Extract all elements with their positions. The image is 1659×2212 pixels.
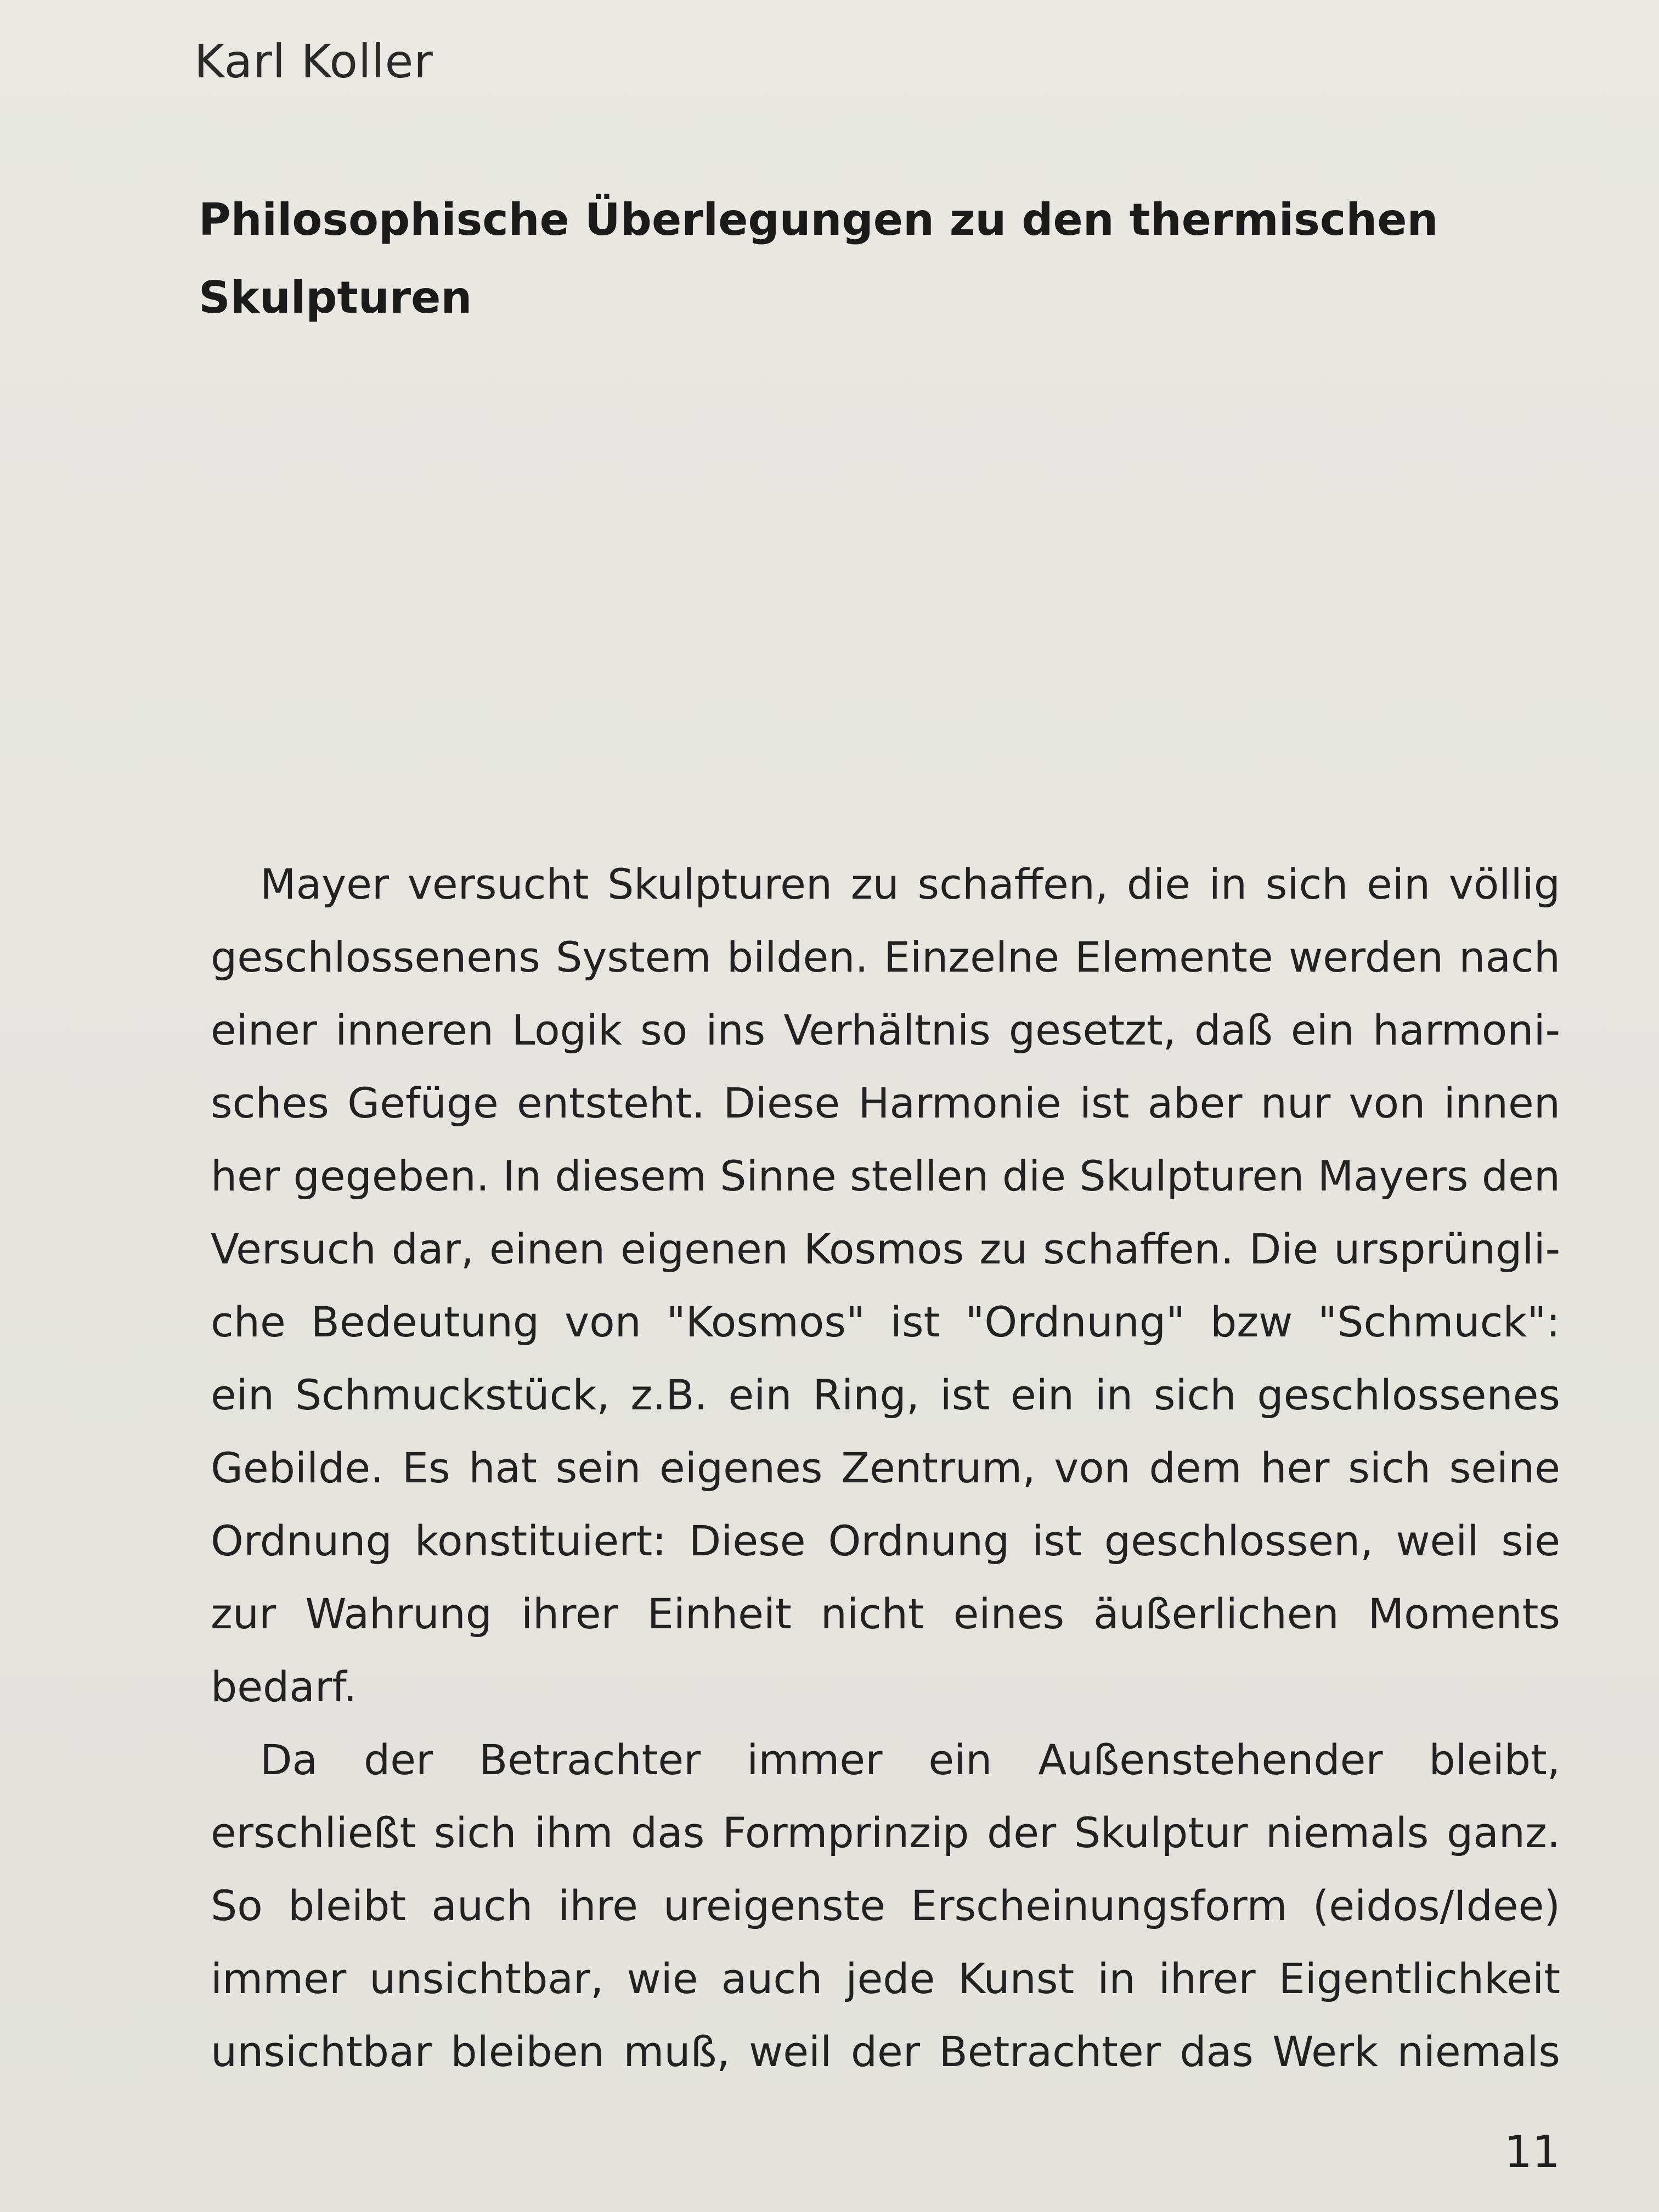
text-line: sches Gefüge entsteht. Diese Harmonie ist aber nur von innen (211, 1079, 1560, 1127)
body-text (211, 848, 1560, 2088)
text-line: immer unsichtbar, wie auch jede Kunst in ihrer Eigentlichkeit (211, 1954, 1560, 2003)
text-line: ein Schmuckstück, z.B. ein Ring, ist ein in sich geschlossenes (211, 1370, 1560, 1419)
page-number: 11 (1504, 2126, 1560, 2177)
text-line: So bleibt auch ihre ureigenste Erscheinungsform (eidos/Idee) (211, 1881, 1560, 1930)
chapter-title (199, 181, 1460, 337)
text-line: Da der Betrachter immer ein Außenstehender bleibt, (260, 1735, 1560, 1784)
text-line: che Bedeutung von "Kosmos" ist "Ordnung" bzw "Schmuck": (211, 1297, 1560, 1346)
text-line: unsichtbar bleiben muß, weil der Betrachter das Werk niemals (211, 2027, 1560, 2076)
title-line: Philosophische Überlegungen zu den thermischen (199, 194, 1438, 245)
title-line: Skulpturen (199, 272, 472, 323)
text-line: Mayer versucht Skulpturen zu schaffen, die in sich ein völlig (260, 860, 1560, 909)
text-line: bedarf. (211, 1662, 357, 1711)
text-line: erschließt sich ihm das Formprinzip der Skulptur niemals ganz. (211, 1808, 1560, 1857)
text-line: Versuch dar, einen eigenen Kosmos zu schaffen. Die ursprüngli- (211, 1224, 1560, 1273)
text-line: zur Wahrung ihrer Einheit nicht eines äußerlichen Moments (211, 1589, 1560, 1638)
text-line: einer inneren Logik so ins Verhältnis gesetzt, daß ein harmoni- (211, 1006, 1560, 1054)
text-line: Ordnung konstituiert: Diese Ordnung ist geschlossen, weil sie (211, 1516, 1560, 1565)
text-line: her gegeben. In diesem Sinne stellen die Skulpturen Mayers den (211, 1152, 1560, 1200)
author-name: Karl Koller (194, 35, 433, 88)
text-line: geschlossenens System bilden. Einzelne Elemente werden nach (211, 933, 1560, 981)
text-line: Gebilde. Es hat sein eigenes Zentrum, von dem her sich seine (211, 1443, 1560, 1492)
